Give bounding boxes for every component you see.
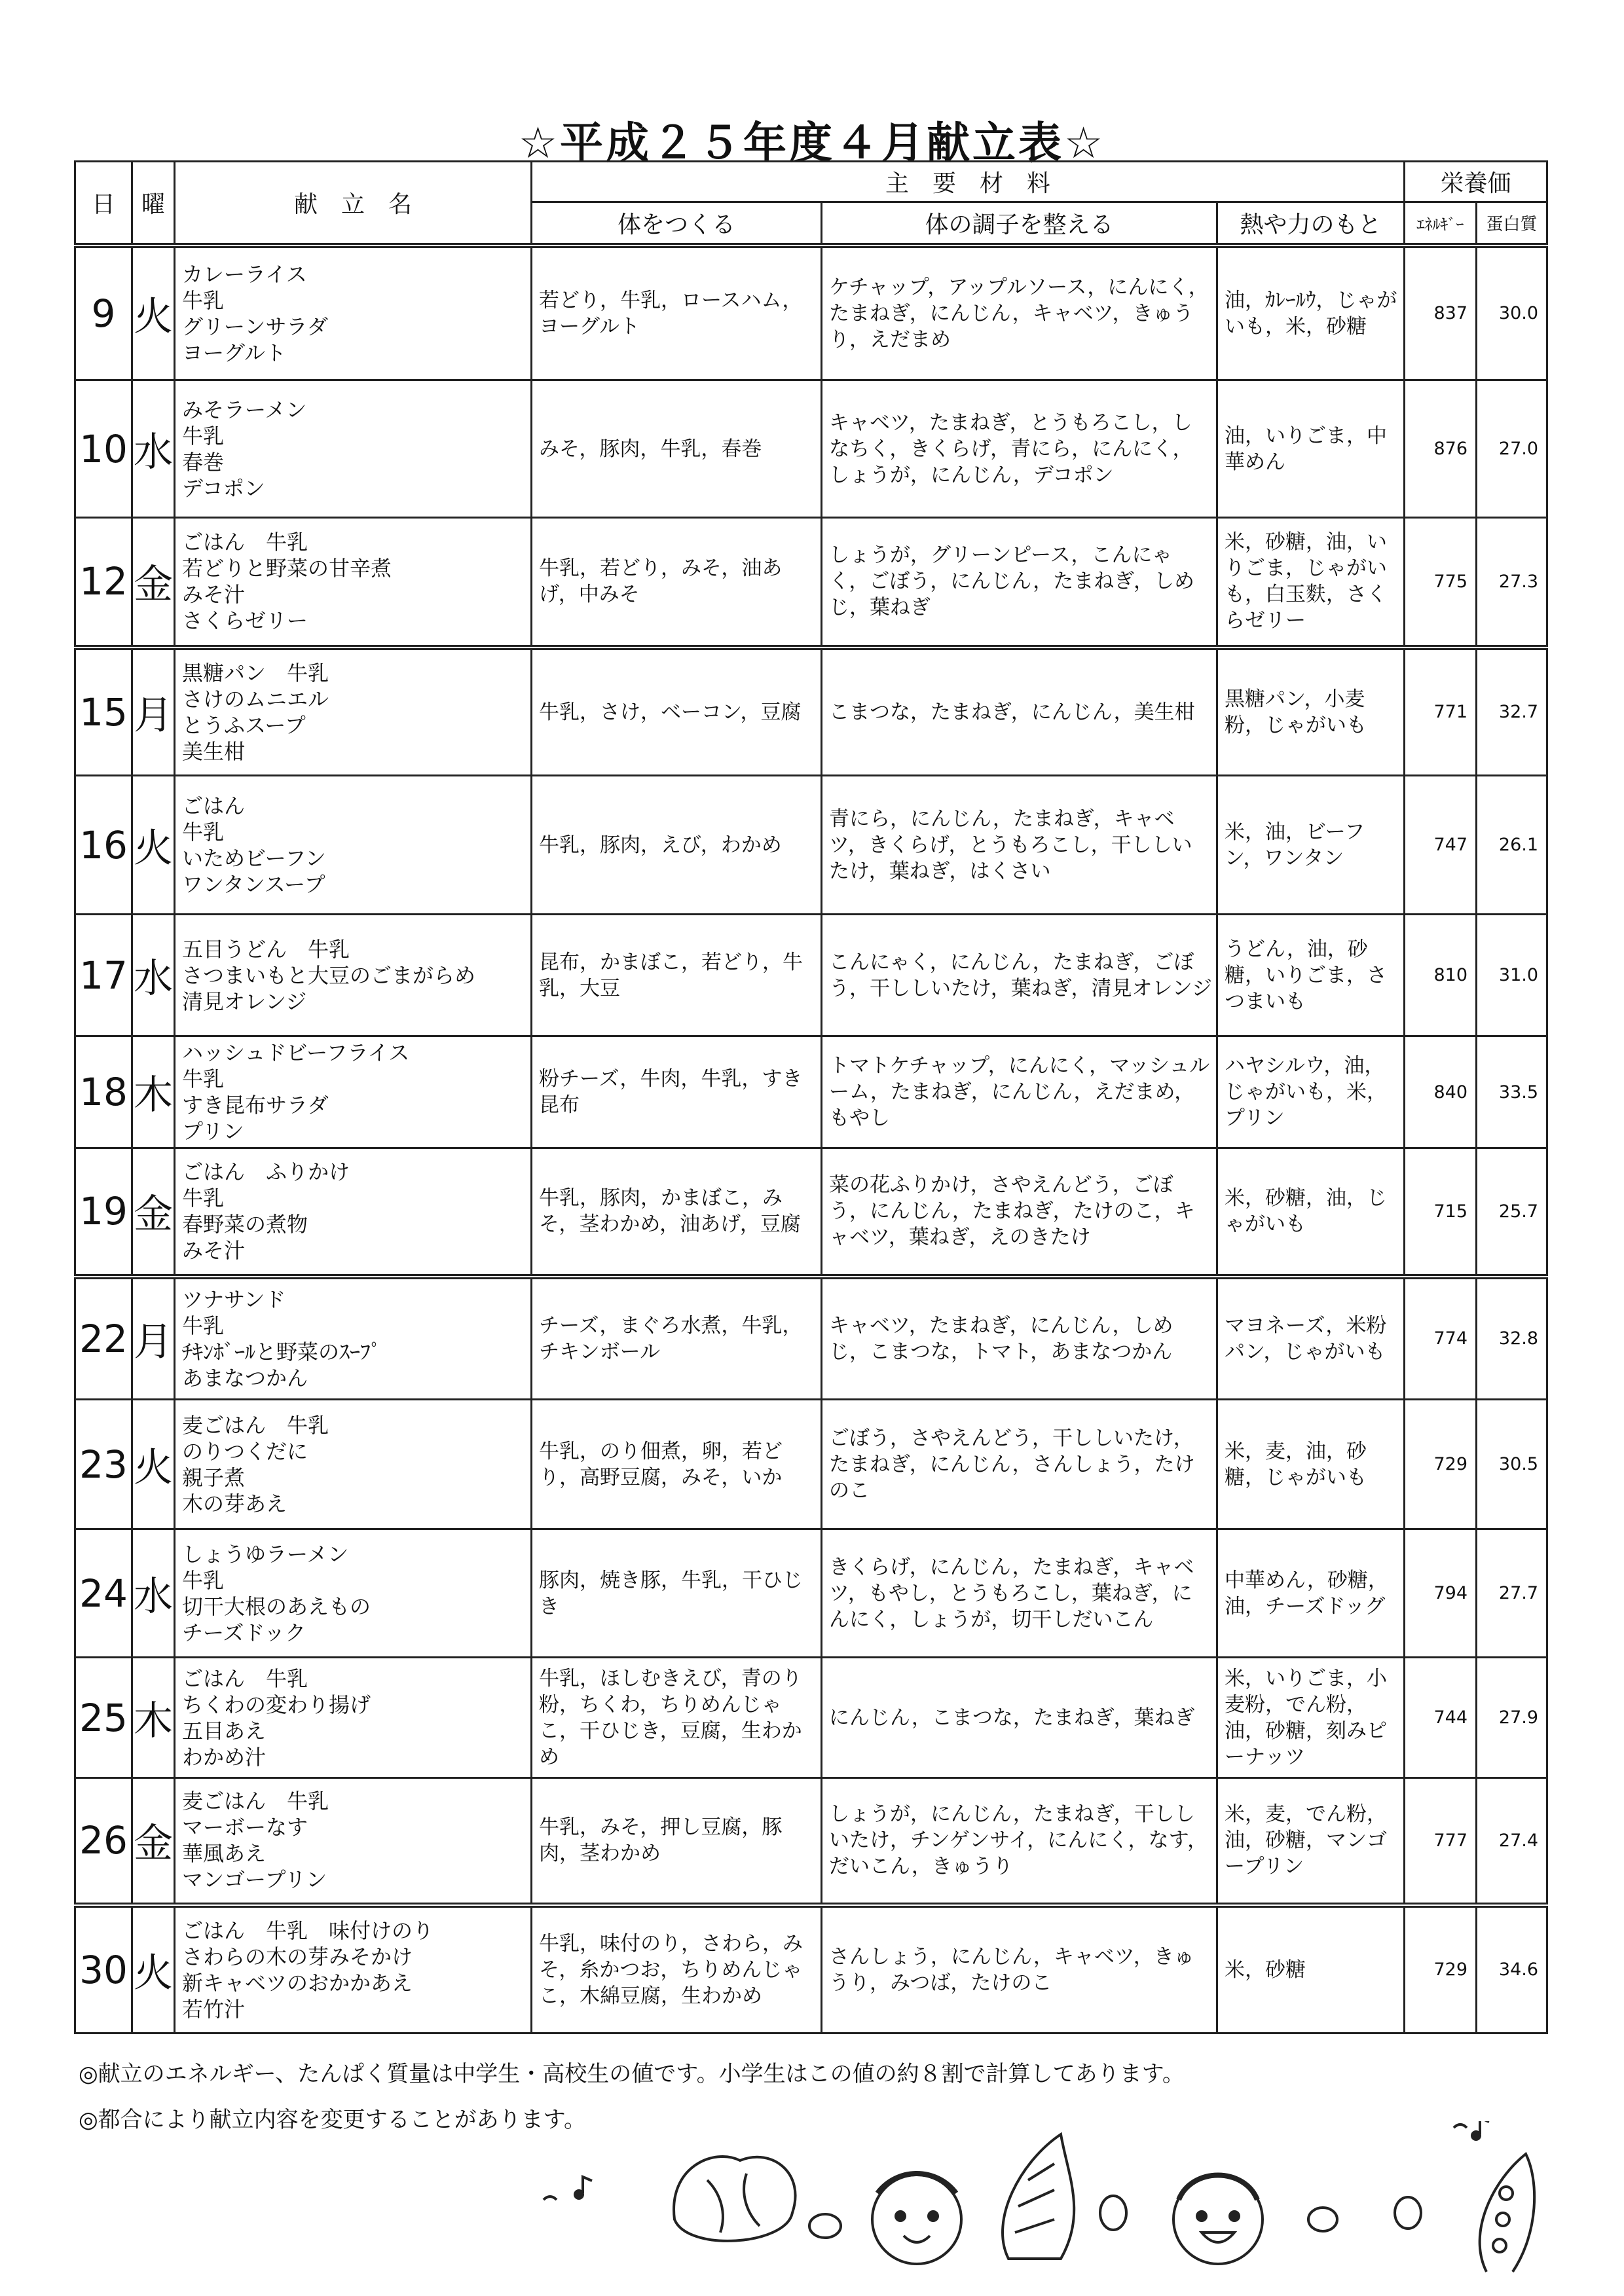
- day-cell: 19: [75, 1148, 132, 1277]
- energy-value: 775: [1405, 518, 1477, 647]
- page-title: ☆平成２５年度４月献立表☆: [518, 118, 1106, 168]
- header-body-build: 体をつくる: [532, 202, 822, 246]
- dish-item: みそ汁: [182, 1238, 246, 1264]
- menu-row: [75, 246, 1547, 380]
- day-cell: 23: [75, 1400, 132, 1529]
- energy-source-cell: 米，いりごま，小麦粉，でん粉，油，砂糖，刻みピーナッツ: [1217, 1658, 1405, 1778]
- energy-source-cell: うどん，油，砂糖，いりごま，さつまいも: [1217, 915, 1405, 1036]
- bamboo-shoot-icon: [1003, 2134, 1074, 2259]
- body-condition-cell: しょうが，グリーンピース，こんにゃく，ごぼう，にんじん，たまねぎ，しめじ，葉ねぎ: [822, 518, 1217, 647]
- dish-item: ツナサンド: [182, 1286, 286, 1312]
- dish-cell: [175, 647, 532, 776]
- dish-item: 牛乳: [182, 287, 225, 313]
- body-condition-cell: しょうが，にんじん，たまねぎ，干ししいたけ，チンゲンサイ，にんにく，なす，だいこん，きゅうり: [822, 1778, 1217, 1905]
- dish-item: カレーライス: [182, 261, 307, 287]
- day-cell: 12: [75, 518, 132, 647]
- weekday-cell: 金: [132, 518, 175, 647]
- menu-row: [75, 1400, 1547, 1529]
- body-condition-cell: こまつな，たまねぎ，にんじん，美生柑: [822, 647, 1217, 776]
- energy-value: 771: [1405, 647, 1477, 776]
- dish-item: マーボーなす: [182, 1815, 308, 1840]
- dish-item: とうふスープ: [182, 712, 306, 738]
- dish-item: ごはん 牛乳: [182, 530, 308, 555]
- menu-row: [75, 776, 1547, 915]
- girl-face-icon: [872, 2174, 961, 2264]
- weekday-cell: 水: [132, 380, 175, 518]
- body-build-cell: 牛乳，さけ，ベーコン，豆腐: [532, 647, 822, 776]
- dish-cell: [175, 1529, 532, 1658]
- energy-value: 810: [1405, 915, 1477, 1036]
- body-build-cell: 牛乳，味付のり，さわら，みそ，糸かつお，ちりめんじゃこ，木綿豆腐，生わかめ: [532, 1905, 822, 2033]
- menu-row: [75, 1148, 1547, 1277]
- weekday-cell: 木: [132, 1036, 175, 1148]
- body-build-cell: 牛乳，みそ，押し豆腐，豚肉，茎わかめ: [532, 1778, 822, 1905]
- energy-value: 876: [1405, 380, 1477, 518]
- dish-cell: [175, 1400, 532, 1529]
- protein-value: 32.8: [1477, 1277, 1547, 1400]
- dish-item: 切干大根のあえもの: [182, 1594, 371, 1619]
- protein-value: 27.3: [1477, 518, 1547, 647]
- body-build-cell: 牛乳，のり佃煮，卵，若どり，高野豆腐，みそ，いか: [532, 1400, 822, 1529]
- body-build-cell: 豚肉，焼き豚，牛乳，干ひじき: [532, 1529, 822, 1658]
- dish-item: すき昆布サラダ: [182, 1093, 329, 1118]
- dish-item: みそラーメン: [182, 397, 307, 422]
- body-condition-cell: こんにゃく，にんじん，たまねぎ，ごぼう，干ししいたけ，葉ねぎ，清見オレンジ: [822, 915, 1217, 1036]
- body-build-cell: 粉チーズ，牛肉，牛乳，すき昆布: [532, 1036, 822, 1148]
- day-cell: 9: [75, 246, 132, 380]
- dish-item: 親子煮: [182, 1465, 246, 1490]
- dish-cell: [175, 915, 532, 1036]
- dish-item: 牛乳: [182, 1567, 225, 1593]
- energy-value: 715: [1405, 1148, 1477, 1277]
- dish-cell: [175, 1778, 532, 1905]
- weekday-cell: 火: [132, 1905, 175, 2033]
- day-cell: 24: [75, 1529, 132, 1658]
- menu-row: [75, 1658, 1547, 1778]
- dish-item: プリン: [182, 1119, 244, 1144]
- weekday-cell: 金: [132, 1148, 175, 1277]
- energy-value: 794: [1405, 1529, 1477, 1658]
- pea-pod-icon: [1480, 2154, 1534, 2272]
- body-build-cell: 昆布，かまぼこ，若どり，牛乳，大豆: [532, 915, 822, 1036]
- dish-item: 若竹汁: [182, 1996, 246, 2022]
- note-nutrition: ◎献立のエネルギー、たんぱく質量は中学生・高校生の値です。小学生はこの値の約８割で計算してあります。: [79, 2061, 1185, 2087]
- energy-source-cell: 米，麦，でん粉，油，砂糖，マンゴープリン: [1217, 1778, 1405, 1905]
- weekday-cell: 水: [132, 915, 175, 1036]
- day-cell: 16: [75, 776, 132, 915]
- dish-cell: [175, 776, 532, 915]
- dish-item: 麦ごはん 牛乳: [182, 1789, 329, 1814]
- header-protein: 蛋白質: [1477, 202, 1547, 246]
- day-cell: 26: [75, 1778, 132, 1905]
- dish-cell: [175, 518, 532, 647]
- body-condition-cell: キャベツ，たまねぎ，にんじん，しめじ，こまつな，トマト，あまなつかん: [822, 1277, 1217, 1400]
- boy-face-icon: [1173, 2175, 1263, 2264]
- dish-cell: [175, 1036, 532, 1148]
- protein-value: 31.0: [1477, 915, 1547, 1036]
- header-body-condition: 体の調子を整える: [822, 202, 1217, 246]
- dish-item: ハッシュドビーフライス: [182, 1040, 410, 1065]
- dish-item: ごはん 牛乳: [182, 1666, 308, 1691]
- cabbage-icon: [674, 2157, 795, 2241]
- energy-value: 729: [1405, 1905, 1477, 2033]
- header-dish: 献 立 名: [175, 162, 532, 246]
- energy-source-cell: 黒糖パン，小麦粉，じゃがいも: [1217, 647, 1405, 776]
- protein-value: 27.7: [1477, 1529, 1547, 1658]
- dish-item: みそ汁: [182, 582, 246, 608]
- protein-value: 26.1: [1477, 776, 1547, 915]
- header-energy-source: 熱や力のもと: [1217, 202, 1405, 246]
- body-condition-cell: キャベツ，たまねぎ，とうもろこし，しなちく，きくらげ，青にら，にんにく，しょうが，にんじん，デコポン: [822, 380, 1217, 518]
- weekday-cell: 月: [132, 647, 175, 776]
- weekday-cell: 水: [132, 1529, 175, 1658]
- menu-row: [75, 1529, 1547, 1658]
- body-condition-cell: トマトケチャップ，にんにく，マッシュルーム，たまねぎ，にんじん，えだまめ，もやし: [822, 1036, 1217, 1148]
- dish-item: 木の芽あえ: [182, 1491, 287, 1516]
- menu-row: [75, 1778, 1547, 1905]
- dish-cell: [175, 1658, 532, 1778]
- energy-source-cell: 米，油，ビーフン，ワンタン: [1217, 776, 1405, 915]
- dish-item: マンゴープリン: [182, 1867, 327, 1893]
- dish-item: 若どりと野菜の甘辛煮: [182, 556, 392, 581]
- dish-item: ﾁｷﾝﾎﾞｰﾙと野菜のｽｰﾌﾟ: [182, 1339, 382, 1364]
- dish-item: いためビーフン: [182, 845, 326, 871]
- energy-value: 744: [1405, 1658, 1477, 1778]
- body-build-cell: 牛乳，若どり，みそ，油あげ，中みそ: [532, 518, 822, 647]
- body-build-cell: チーズ，まぐろ水煮，牛乳，チキンボール: [532, 1277, 822, 1400]
- dish-item: しょうゆラーメン: [182, 1541, 349, 1567]
- dish-item: ごはん 牛乳 味付けのり: [182, 1918, 434, 1943]
- protein-value: 27.0: [1477, 380, 1547, 518]
- dish-item: チーズドック: [182, 1620, 306, 1645]
- energy-value: 729: [1405, 1400, 1477, 1529]
- day-cell: 22: [75, 1277, 132, 1400]
- body-condition-cell: きくらげ，にんじん，たまねぎ，キャベツ，もやし，とうもろこし，葉ねぎ，にんにく，しょうが，切干しだいこん: [822, 1529, 1217, 1658]
- dish-cell: [175, 380, 532, 518]
- body-condition-cell: にんじん，こまつな，たまねぎ，葉ねぎ: [822, 1658, 1217, 1778]
- decoration-strip: [537, 2121, 1559, 2285]
- body-build-cell: 牛乳，豚肉，かまぼこ，みそ，茎わかめ，油あげ，豆腐: [532, 1148, 822, 1277]
- protein-value: 25.7: [1477, 1148, 1547, 1277]
- protein-value: 34.6: [1477, 1905, 1547, 2033]
- energy-source-cell: 米，砂糖: [1217, 1905, 1405, 2033]
- dish-item: 麦ごはん 牛乳: [182, 1412, 329, 1438]
- header-energy: ｴﾈﾙｷﾞｰ: [1405, 202, 1477, 246]
- energy-source-cell: マヨネーズ，米粉パン，じゃがいも: [1217, 1277, 1405, 1400]
- dish-item: 春野菜の煮物: [182, 1212, 308, 1237]
- energy-value: 840: [1405, 1036, 1477, 1148]
- note-change: ◎都合により献立内容を変更することがあります。: [79, 2107, 586, 2133]
- weekday-cell: 火: [132, 776, 175, 915]
- music-note-icon: [544, 2121, 1489, 2200]
- day-cell: 30: [75, 1905, 132, 2033]
- day-cell: 25: [75, 1658, 132, 1778]
- day-cell: 17: [75, 915, 132, 1036]
- weekday-cell: 金: [132, 1778, 175, 1905]
- body-condition-cell: 青にら，にんじん，たまねぎ，キャベツ，きくらげ，とうもろこし，干ししいたけ，葉ねぎ，はくさい: [822, 776, 1217, 915]
- protein-value: 30.0: [1477, 246, 1547, 380]
- energy-source-cell: 米，麦，油，砂糖，じゃがいも: [1217, 1400, 1405, 1529]
- menu-row: [75, 647, 1547, 776]
- body-build-cell: みそ，豚肉，牛乳，春巻: [532, 380, 822, 518]
- dish-item: ごはん: [182, 793, 246, 818]
- dish-item: わかめ汁: [182, 1744, 267, 1770]
- menu-row: [75, 1277, 1547, 1400]
- energy-source-cell: 米，砂糖，油，じゃがいも: [1217, 1148, 1405, 1277]
- menu-table: [74, 160, 1548, 2034]
- day-cell: 18: [75, 1036, 132, 1148]
- dish-item: ちくわの変わり揚げ: [182, 1692, 371, 1717]
- menu-row: [75, 1036, 1547, 1148]
- menu-row: [75, 915, 1547, 1036]
- energy-source-cell: 油，ｶﾚｰﾙｳ，じゃがいも，米，砂糖: [1217, 246, 1405, 380]
- day-cell: 15: [75, 647, 132, 776]
- weekday-cell: 火: [132, 1400, 175, 1529]
- dish-item: さくらゼリー: [182, 608, 308, 634]
- day-cell: 10: [75, 380, 132, 518]
- header-day: 日: [75, 162, 132, 246]
- dish-cell: [175, 1905, 532, 2033]
- dish-item: 五目うどん 牛乳: [182, 936, 350, 962]
- dish-item: のりつくだに: [182, 1438, 308, 1464]
- weekday-cell: 月: [132, 1277, 175, 1400]
- dish-item: グリーンサラダ: [182, 314, 329, 339]
- weekday-cell: 木: [132, 1658, 175, 1778]
- energy-source-cell: 中華めん，砂糖，油，チーズドッグ: [1217, 1529, 1405, 1658]
- protein-value: 27.9: [1477, 1658, 1547, 1778]
- dish-item: 牛乳: [182, 1186, 225, 1211]
- energy-source-cell: 油，いりごま，中華めん: [1217, 380, 1405, 518]
- menu-row: [75, 1905, 1547, 2033]
- dish-item: 清見オレンジ: [182, 989, 307, 1014]
- protein-value: 27.4: [1477, 1778, 1547, 1905]
- dish-item: 牛乳: [182, 1066, 225, 1091]
- body-build-cell: 牛乳，豚肉，えび，わかめ: [532, 776, 822, 915]
- dish-item: あまなつかん: [182, 1365, 308, 1391]
- protein-value: 33.5: [1477, 1036, 1547, 1148]
- body-condition-cell: さんしょう，にんじん，キャベツ，きゅうり，みつば，たけのこ: [822, 1905, 1217, 2033]
- weekday-cell: 火: [132, 246, 175, 380]
- dish-item: 春巻: [182, 449, 225, 475]
- body-condition-cell: 菜の花ふりかけ，さやえんどう，ごぼう，にんじん，たまねぎ，たけのこ，キャベツ，葉ねぎ，えのきたけ: [822, 1148, 1217, 1277]
- energy-value: 837: [1405, 246, 1477, 380]
- dish-item: ヨーグルト: [182, 340, 287, 365]
- dish-item: 五目あえ: [182, 1718, 267, 1743]
- dish-item: 牛乳: [182, 819, 225, 845]
- dish-item: 美生柑: [182, 738, 246, 764]
- body-build-cell: 若どり，牛乳，ロースハム，ヨーグルト: [532, 246, 822, 380]
- energy-value: 747: [1405, 776, 1477, 915]
- header-weekday: 曜: [132, 162, 175, 246]
- dish-item: 華風あえ: [182, 1841, 267, 1867]
- header-ingredients: 主 要 材 料: [532, 162, 1405, 202]
- protein-value: 32.7: [1477, 647, 1547, 776]
- energy-source-cell: 米，砂糖，油，いりごま，じゃがいも，白玉麩，さくらゼリー: [1217, 518, 1405, 647]
- energy-value: 777: [1405, 1778, 1477, 1905]
- energy-source-cell: ハヤシルウ，油，じゃがいも，米，プリン: [1217, 1036, 1405, 1148]
- dish-item: 黒糖パン 牛乳: [182, 660, 329, 685]
- dish-cell: [175, 1277, 532, 1400]
- dish-cell: [175, 246, 532, 380]
- body-condition-cell: ケチャップ，アップルソース，にんにく，たまねぎ，にんじん，キャベツ，きゅうり，えだまめ: [822, 246, 1217, 380]
- dish-item: さつまいもと大豆のごまがらめ: [182, 962, 476, 988]
- dish-item: ごはん ふりかけ: [182, 1159, 350, 1185]
- dish-cell: [175, 1148, 532, 1277]
- header-nutrition: 栄養価: [1405, 162, 1547, 202]
- dish-item: ワンタンスープ: [182, 871, 325, 897]
- menu-row: [75, 518, 1547, 647]
- dish-item: 牛乳: [182, 1313, 225, 1338]
- dish-item: 牛乳: [182, 423, 225, 448]
- dish-item: 新キャベツのおかかあえ: [182, 1970, 413, 1995]
- body-condition-cell: ごぼう，さやえんどう，干ししいたけ，たまねぎ，にんじん，さんしょう，たけのこ: [822, 1400, 1217, 1529]
- menu-body: [75, 246, 1547, 2033]
- dish-item: デコポン: [182, 475, 265, 501]
- dish-item: さけのムニエル: [182, 686, 329, 712]
- protein-value: 30.5: [1477, 1400, 1547, 1529]
- body-build-cell: 牛乳，ほしむきえび，青のり粉，ちくわ，ちりめんじゃこ，干ひじき，豆腐，生わかめ: [532, 1658, 822, 1778]
- dish-item: さわらの木の芽みそかけ: [182, 1944, 413, 1969]
- energy-value: 774: [1405, 1277, 1477, 1400]
- menu-row: [75, 380, 1547, 518]
